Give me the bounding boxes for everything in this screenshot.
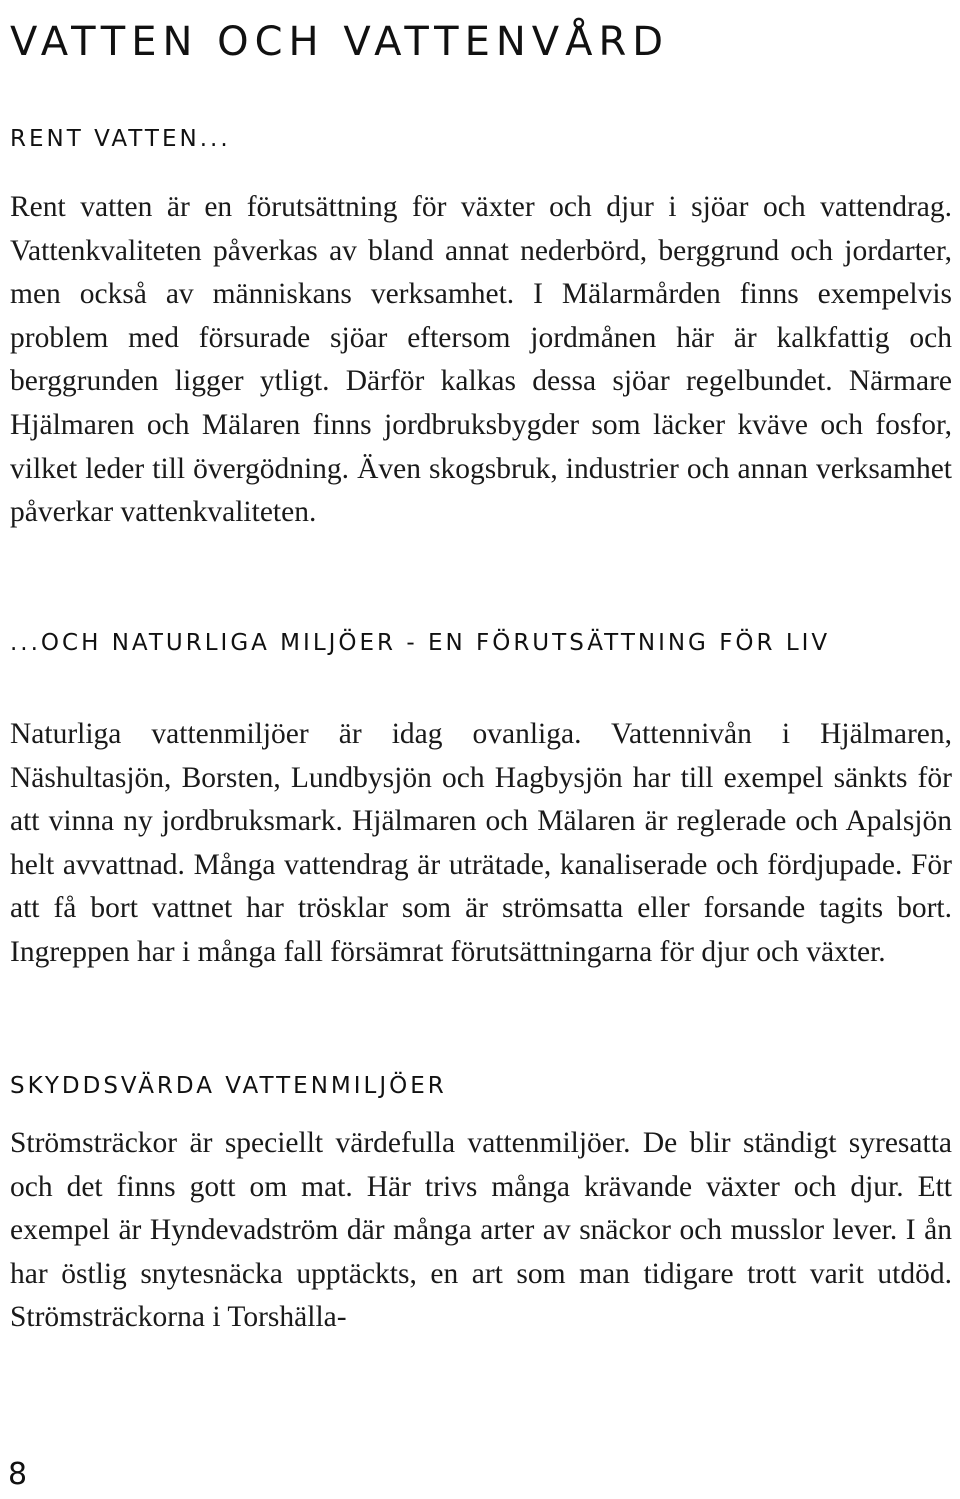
section-heading-skyddsvarda: SKYDDSVÄRDA VATTENMILJÖER [10, 1073, 447, 1099]
section-paragraph-skyddsvarda: Strömsträckor är speciellt värdefulla vattenmiljöer. De blir ständigt syresatta och det finns gott om mat. Här trivs många krävande växter och djur. Ett exempel är Hyndevadström där många arter av snäckor och musslor lever. I ån har östlig snytesnäcka upptäckts, en art som man tidigare trott varit utdöd. Strömsträckorna i Torshälla- [10, 1127, 952, 1334]
page-title: VATTEN OCH VATTENVÅRD [10, 19, 670, 65]
section-heading-naturliga-miljoer: ...OCH NATURLIGA MILJÖER - EN FÖRUTSÄTTNING FÖR LIV [10, 630, 831, 656]
section-paragraph-naturliga-miljoer: Naturliga vattenmiljöer är idag ovanliga. Vattennivån i Hjälmaren, Näshultasjön, Borsten, Lundbysjön och Hagbysjön har till exempel sänkts för att vinna ny jordbruksmark. Hjälmaren och Mälaren är reglerade och Apalsjön helt avvattnad. Många vattendrag är uträtade, kanaliserade och fördjupade. För att få bort vattnet har trösklar som är strömsatta eller forsande tagits bort. Ingreppen har i många fall försämrat förutsättningarna för djur och växter. [10, 718, 952, 968]
page-number: 8 [8, 1457, 28, 1492]
section-heading-rent-vatten: RENT VATTEN... [10, 126, 231, 152]
section-paragraph-rent-vatten: Rent vatten är en förutsättning för växter och djur i sjöar och vattendrag. Vattenkvaliteten påverkas av bland annat nederbörd, berggrund och jordarter, men också av människans verksamhet. I Mälarmården finns exempelvis problem med försurade sjöar eftersom jordmånen här är kalkfattig och berggrunden ligger ytligt. Därför kalkas dessa sjöar regelbundet. Närmare Hjälmaren och Mälaren finns jordbruksbygder som läcker kväve och fosfor, vilket leder till övergödning. Även skogsbruk, industrier och annan verksamhet påverkar vattenkvaliteten. [10, 191, 952, 529]
